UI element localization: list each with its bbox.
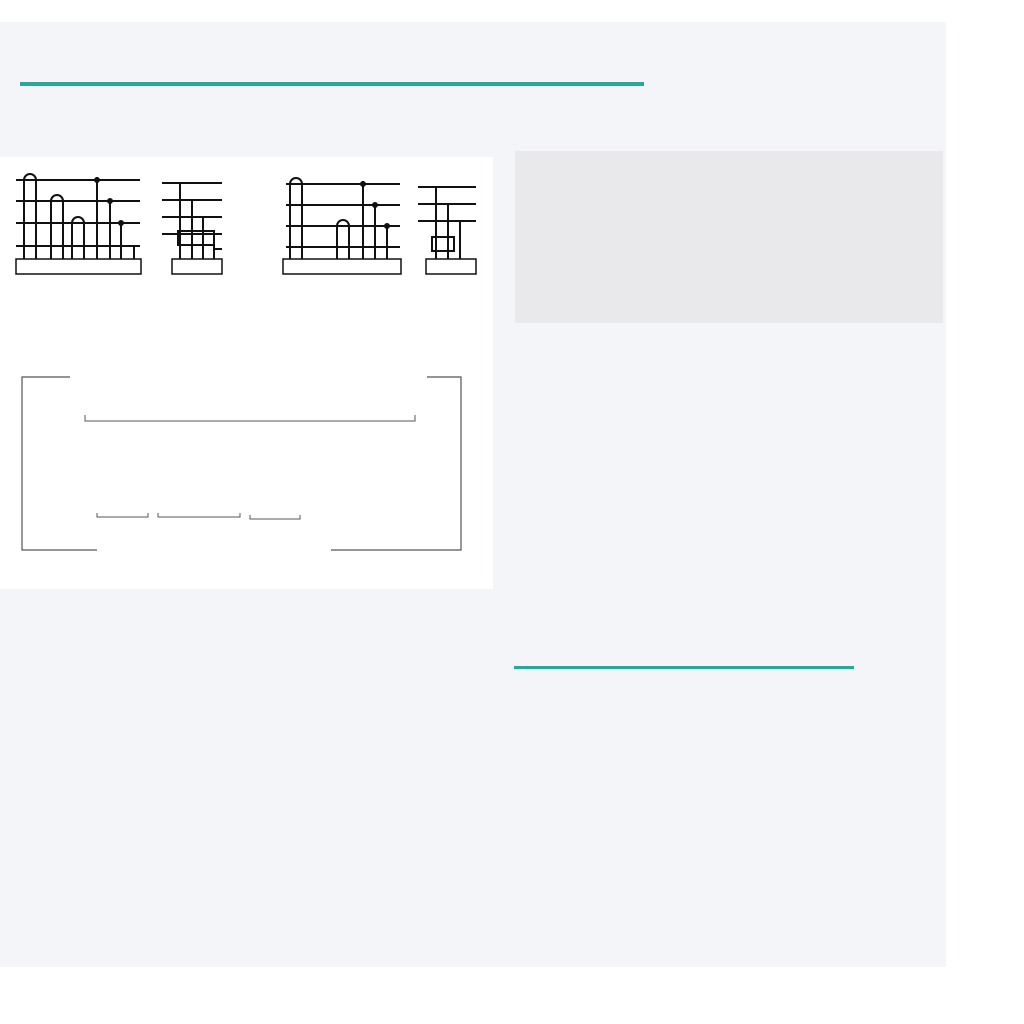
four-wire-lines bbox=[16, 174, 140, 259]
title-underline bbox=[20, 82, 644, 86]
three-wire-voltage-lines bbox=[418, 187, 476, 259]
three-wire-voltage-terminal-strip bbox=[426, 259, 476, 274]
three-wire-lines bbox=[286, 178, 400, 259]
four-wire-voltage-lines bbox=[162, 183, 222, 259]
terminal-block-diagram bbox=[22, 377, 461, 550]
four-wire-terminal-strip bbox=[16, 259, 141, 274]
three-wire-terminal-strip bbox=[283, 259, 401, 274]
communication-underline bbox=[514, 666, 854, 669]
wiring-diagram bbox=[0, 157, 493, 589]
wiring-diagram-panel bbox=[0, 157, 493, 589]
specs-box bbox=[515, 151, 943, 323]
four-wire-voltage-terminal-strip bbox=[172, 259, 222, 274]
